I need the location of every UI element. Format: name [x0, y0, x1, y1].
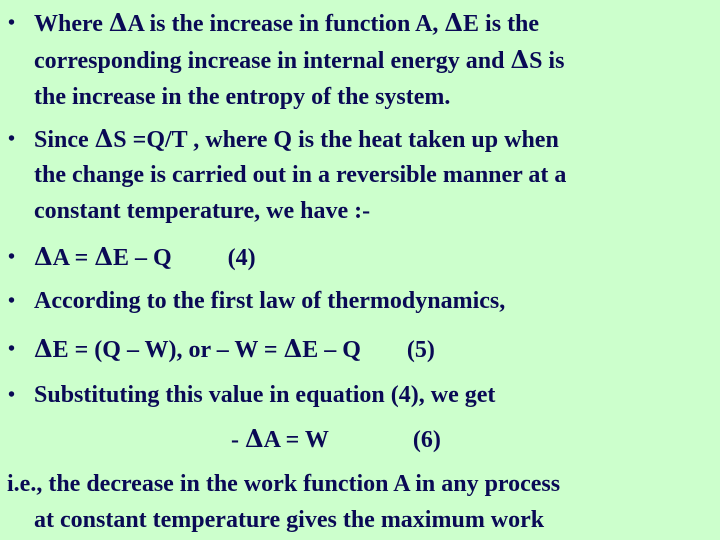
bullet-2-line-2: [34, 157, 566, 193]
delta-symbol: Δ: [108, 8, 128, 37]
bullet-marker: [8, 377, 15, 413]
text: i.e., the decrease in the work function A in any process: [7, 471, 561, 497]
text: A = W: [263, 427, 329, 453]
text: corresponding increase in internal energy and: [34, 48, 511, 74]
bullet-3-equation-4: [34, 239, 256, 276]
text: E – Q: [302, 337, 361, 363]
bullet-marker: [8, 239, 15, 275]
delta-symbol: Δ: [510, 45, 530, 74]
bullet-5-equation-5: [34, 331, 435, 368]
conclusion-line-1: [7, 466, 560, 502]
conclusion-line-2: [34, 502, 544, 538]
text: -: [231, 427, 245, 453]
bullet-marker: [8, 331, 15, 367]
equation-6: [231, 421, 441, 458]
equation-number: (6): [412, 427, 441, 453]
text: the change is carried out in a reversible manner at a: [34, 162, 567, 188]
delta-symbol: Δ: [34, 334, 53, 363]
text: Substituting this value in equation (4), we get: [34, 382, 496, 408]
delta-symbol: Δ: [444, 8, 464, 37]
bullet-marker: [8, 5, 15, 41]
text: A =: [52, 245, 95, 271]
bullet-6: [34, 377, 495, 413]
bullet-2-line-1: [34, 121, 559, 158]
text: E is the: [463, 11, 540, 37]
text: E – Q: [112, 245, 172, 271]
text: A is the increase in function A,: [127, 11, 445, 37]
text: According to the first law of thermodynamics,: [34, 288, 506, 314]
bullet-2-line-3: [34, 193, 370, 229]
bullet-marker: [8, 121, 15, 157]
text: S =Q/T , where Q is the heat taken up when: [113, 127, 559, 153]
text: Since: [34, 127, 95, 153]
delta-symbol: Δ: [94, 242, 113, 271]
delta-symbol: Δ: [245, 424, 264, 453]
bullet-1-line-1: [34, 5, 539, 42]
bullet-marker: [8, 283, 15, 319]
equation-number: (5): [406, 337, 435, 363]
text: constant temperature, we have :-: [34, 198, 371, 224]
text: E = (Q – W), or – W =: [52, 337, 284, 363]
text: S is: [529, 48, 565, 74]
bullet-4: [34, 283, 505, 319]
text: Where: [34, 11, 109, 37]
delta-symbol: Δ: [34, 242, 53, 271]
delta-symbol: Δ: [94, 124, 114, 153]
bullet-1-line-3: [34, 79, 450, 115]
delta-symbol: Δ: [283, 334, 303, 363]
text: the increase in the entropy of the system.: [34, 84, 451, 110]
text: at constant temperature gives the maximum work: [34, 507, 545, 533]
equation-number: (4): [227, 245, 256, 271]
bullet-1-line-2: [34, 42, 564, 79]
